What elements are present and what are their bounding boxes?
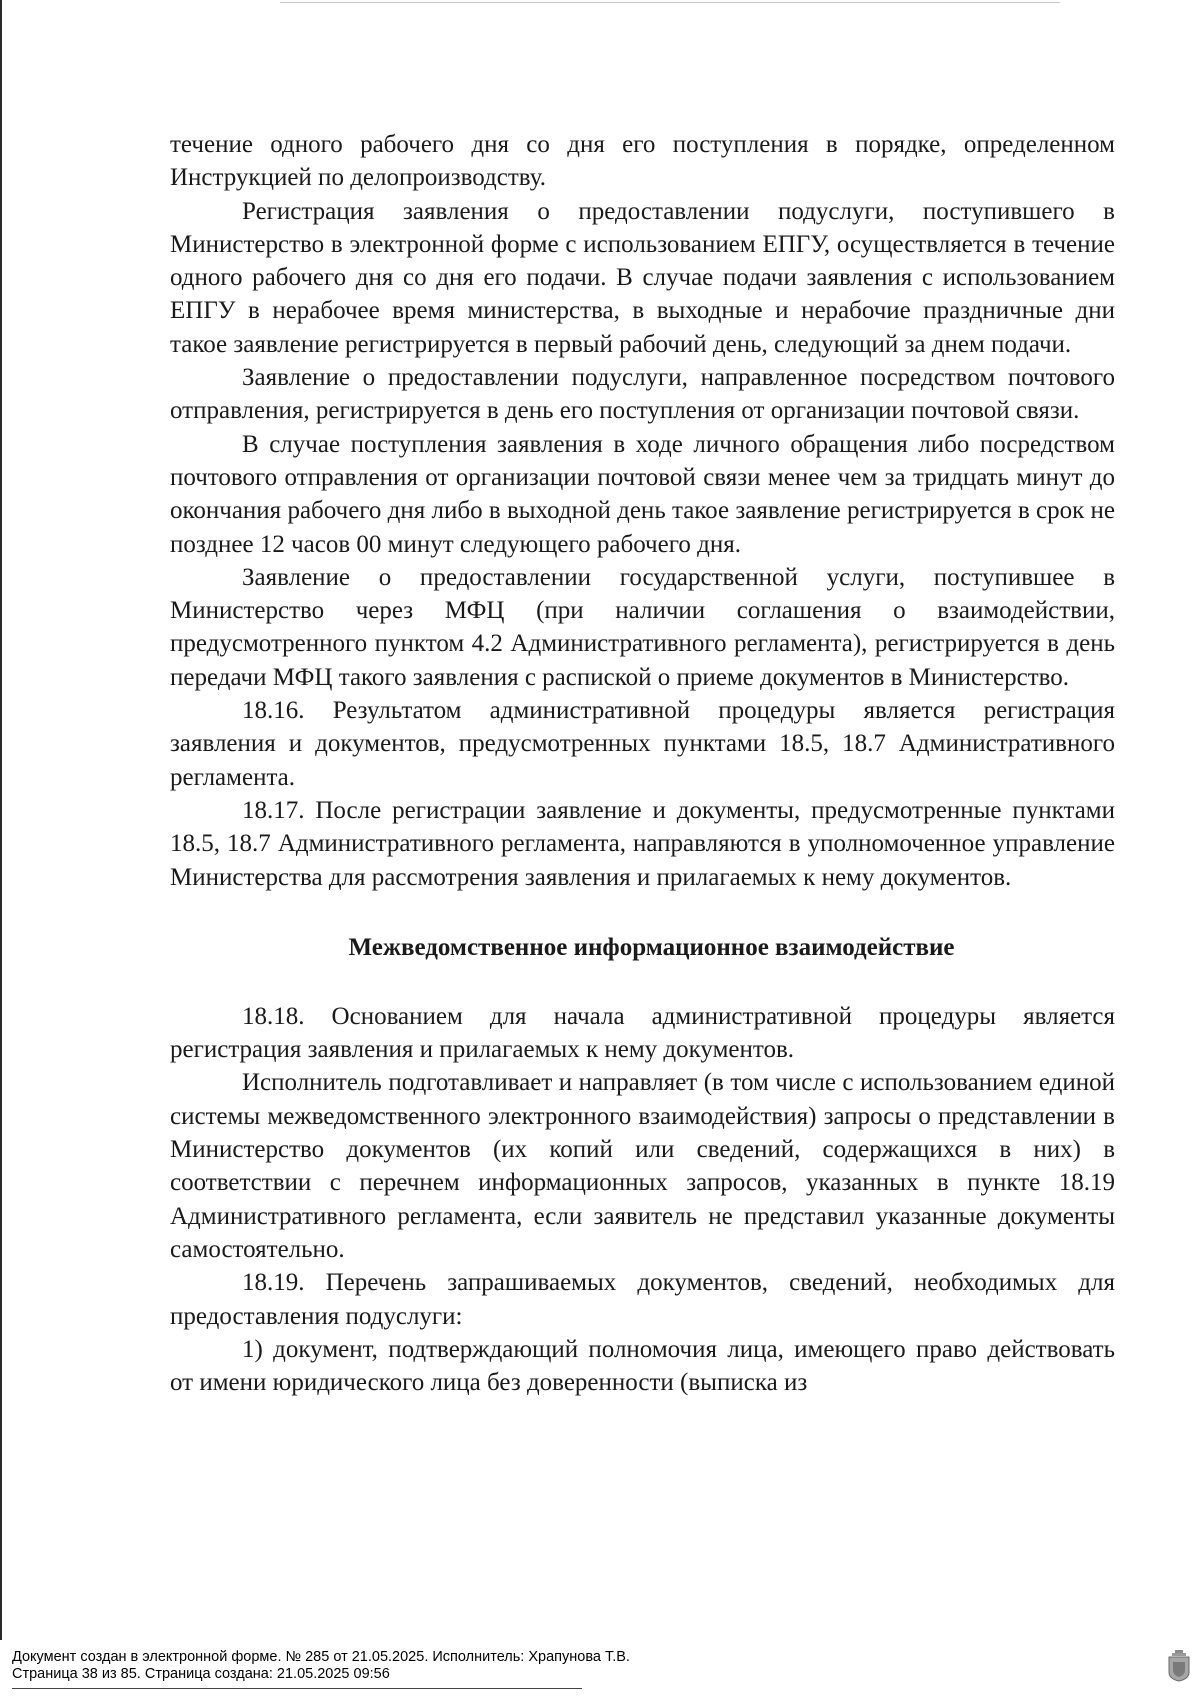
paragraph: 18.19. Перечень запрашиваемых документов, сведений, необходимых для предоставления подуслуги:: [170, 1269, 1115, 1330]
paragraph: течение одного рабочего дня со дня его поступления в порядке, определенном Инструкцией по делопроизводству.: [170, 131, 1115, 192]
paragraph: 1) документ, подтверждающий полномочия лица, имеющего право действовать от имени юридического лица без доверенности (выписка из: [170, 1335, 1115, 1397]
footer-rule: [12, 1688, 582, 1689]
scan-edge-top: [280, 2, 1060, 3]
document-body: [170, 128, 1115, 1399]
paragraph: 18.17. После регистрации заявление и документы, предусмотренные пунктами 18.5, 18.7 Административного регламента, направляются в уполномоченное управление Министерства для рассмотрения заявления и прилагаемых к нему документов.: [170, 796, 1115, 891]
footer-line-page-info: Страница 38 из 85. Страница создана: 21.05.2025 09:56: [12, 1666, 390, 1682]
paragraph: Заявление о предоставлении подуслуги, направленное посредством почтового отправления, регистрируется в день его поступления от организации почтовой связи.: [170, 364, 1115, 425]
scan-edge-left: [0, 0, 2, 1640]
paragraph: В случае поступления заявления в ходе личного обращения либо посредством почтового отправления от организации почтовой связи менее чем за тридцать минут до окончания рабочего дня либо в выходной день такое заявление регистрируется в срок не позднее 12 часов 00 минут следующего рабочего дня.: [170, 430, 1115, 558]
paragraph: Регистрация заявления о предоставлении подуслуги, поступившего в Министерство в электронной форме с использованием ЕПГУ, осуществляется в течение одного рабочего дня со дня его подачи. В случае подачи заявления с использованием ЕПГУ в нерабочее время министерства, в выходные и нерабочие праздничные дни такое заявление регистрируется в первый рабочий день, следующий за днем подачи.: [170, 197, 1115, 358]
paragraph: 18.16. Результатом административной процедуры является регистрация заявления и документов, предусмотренных пунктами 18.5, 18.7 Административного регламента.: [170, 697, 1115, 791]
paragraph: Заявление о предоставлении государственной услуги, поступившее в Министерство через МФЦ (при наличии соглашения о взаимодействии, предусмотренного пунктом 4.2 Административного регламента), регистрируется в день передачи МФЦ такого заявления с распиской о приеме документов в Министерство.: [170, 563, 1115, 691]
footer-line-document-info: Документ создан в электронной форме. № 285 от 21.05.2025. Исполнитель: Храпунова Т.В.: [12, 1649, 630, 1665]
paragraph: Исполнитель подготавливает и направляет (в том числе с использованием единой системы межведомственного электронного взаимодействия) запросы о представлении в Министерство документов (их копий или сведений, содержащихся в них) в соответствии с перечнем информационных запросов, указанных в пункте 18.19 Административного регламента, если заявитель не представил указанные документы самостоятельно.: [170, 1069, 1115, 1263]
document-footer: [12, 1649, 630, 1683]
section-heading: Межведомственное информационное взаимодействие: [348, 933, 955, 961]
coat-of-arms-icon: [1168, 1650, 1190, 1682]
paragraph: 18.18. Основанием для начала административной процедуры является регистрация заявления и прилагаемых к нему документов.: [170, 1002, 1115, 1064]
